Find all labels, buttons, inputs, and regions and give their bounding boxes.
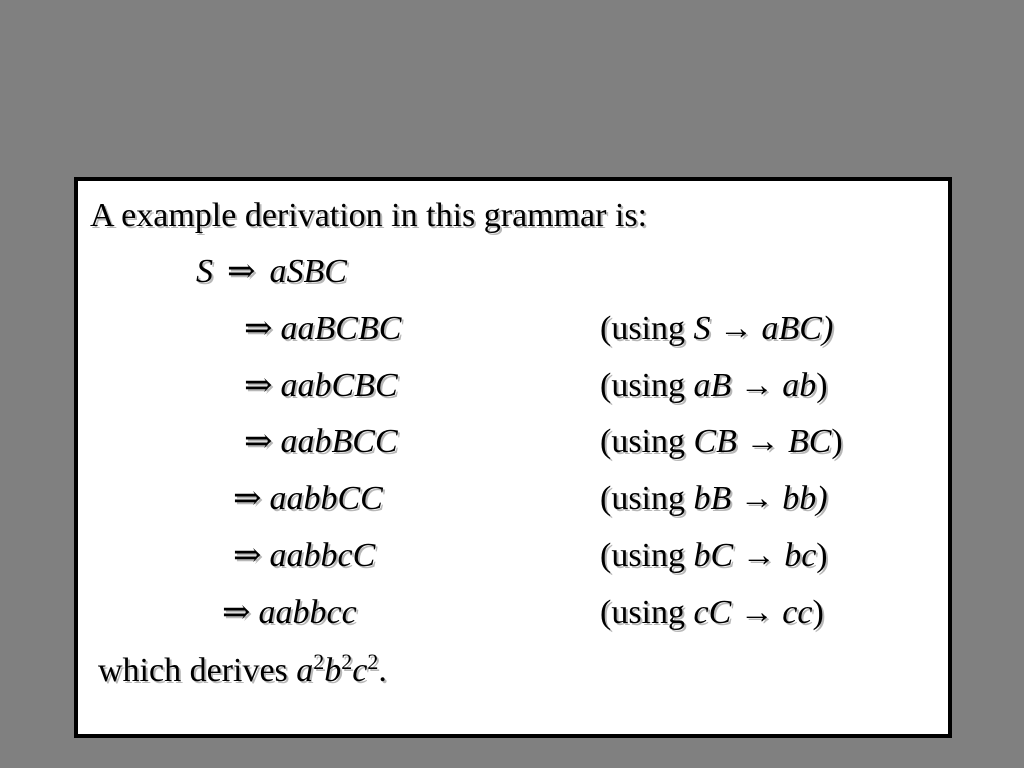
sentential-form: aabbCC — [269, 480, 383, 517]
derivation-start — [196, 252, 347, 292]
using-label: (using — [600, 423, 685, 460]
exp-b: 2 — [341, 649, 353, 674]
start-form: aSBC — [269, 253, 347, 290]
var-c: c — [352, 652, 368, 689]
step-1-rule — [600, 309, 833, 349]
step-2-form — [244, 366, 398, 406]
exp-c: 2 — [367, 649, 379, 674]
rule-rhs: cc — [782, 594, 813, 631]
period: . — [378, 652, 387, 689]
step-5-rule — [600, 536, 828, 576]
rule-lhs: S — [693, 310, 711, 347]
sentential-form: aabBCC — [280, 423, 398, 460]
rule-arrow: → — [741, 537, 776, 574]
derives-arrow: ⇒ — [233, 480, 262, 517]
rule-rhs: bc — [784, 537, 817, 574]
derives-arrow: ⇒ — [233, 537, 262, 574]
rule-close: ) — [816, 480, 828, 517]
sentential-form: aabCBC — [280, 367, 398, 404]
rule-arrow: → — [739, 367, 774, 404]
derives-arrow: ⇒ — [227, 253, 256, 290]
step-1-form — [244, 309, 401, 349]
rule-lhs: aB — [693, 367, 732, 404]
rule-arrow: → — [739, 594, 774, 631]
rule-arrow: → — [745, 423, 780, 460]
using-label: (using — [600, 594, 685, 631]
step-3-rule — [600, 422, 843, 462]
derives-arrow: ⇒ — [244, 367, 273, 404]
rule-lhs: bB — [693, 480, 732, 517]
rule-close: ) — [821, 310, 834, 347]
conclusion-text — [98, 651, 387, 691]
rule-rhs: bb — [782, 480, 817, 517]
rule-close: ) — [816, 537, 828, 574]
rule-rhs: BC — [787, 423, 832, 460]
derives-arrow: ⇒ — [244, 423, 273, 460]
var-b: b — [324, 652, 342, 689]
exp-a: 2 — [313, 649, 325, 674]
step-4-rule — [600, 479, 828, 519]
using-label: (using — [600, 537, 685, 574]
sentential-form: aaBCBC — [280, 310, 402, 347]
derives-arrow: ⇒ — [222, 594, 251, 631]
intro-text: A example derivation in this grammar is: — [90, 197, 648, 234]
rule-close: ) — [816, 367, 828, 404]
step-6-rule — [600, 593, 824, 633]
step-5-form — [233, 536, 375, 576]
step-3-form — [244, 422, 398, 462]
using-label: (using — [600, 480, 685, 517]
using-label: (using — [600, 310, 685, 347]
sentential-form: aabbcC — [269, 537, 376, 574]
step-4-form — [233, 479, 383, 519]
rule-lhs: bC — [693, 537, 734, 574]
rule-arrow: → — [719, 310, 753, 347]
var-a: a — [296, 652, 314, 689]
rule-rhs: aBC — [761, 310, 822, 347]
rule-lhs: cC — [693, 594, 732, 631]
using-label: (using — [600, 367, 685, 404]
rule-lhs: CB — [693, 423, 737, 460]
rule-rhs: ab — [782, 367, 817, 404]
start-symbol: S — [196, 253, 213, 290]
sentential-form: aabbcc — [258, 594, 357, 631]
rule-close: ) — [831, 423, 843, 460]
conclusion-label: which derives — [98, 652, 297, 689]
step-2-rule — [600, 366, 828, 406]
rule-close: ) — [812, 594, 824, 631]
slide-content-box — [74, 177, 952, 738]
derives-arrow: ⇒ — [244, 310, 273, 347]
rule-arrow: → — [739, 480, 774, 517]
step-6-form — [222, 593, 357, 633]
